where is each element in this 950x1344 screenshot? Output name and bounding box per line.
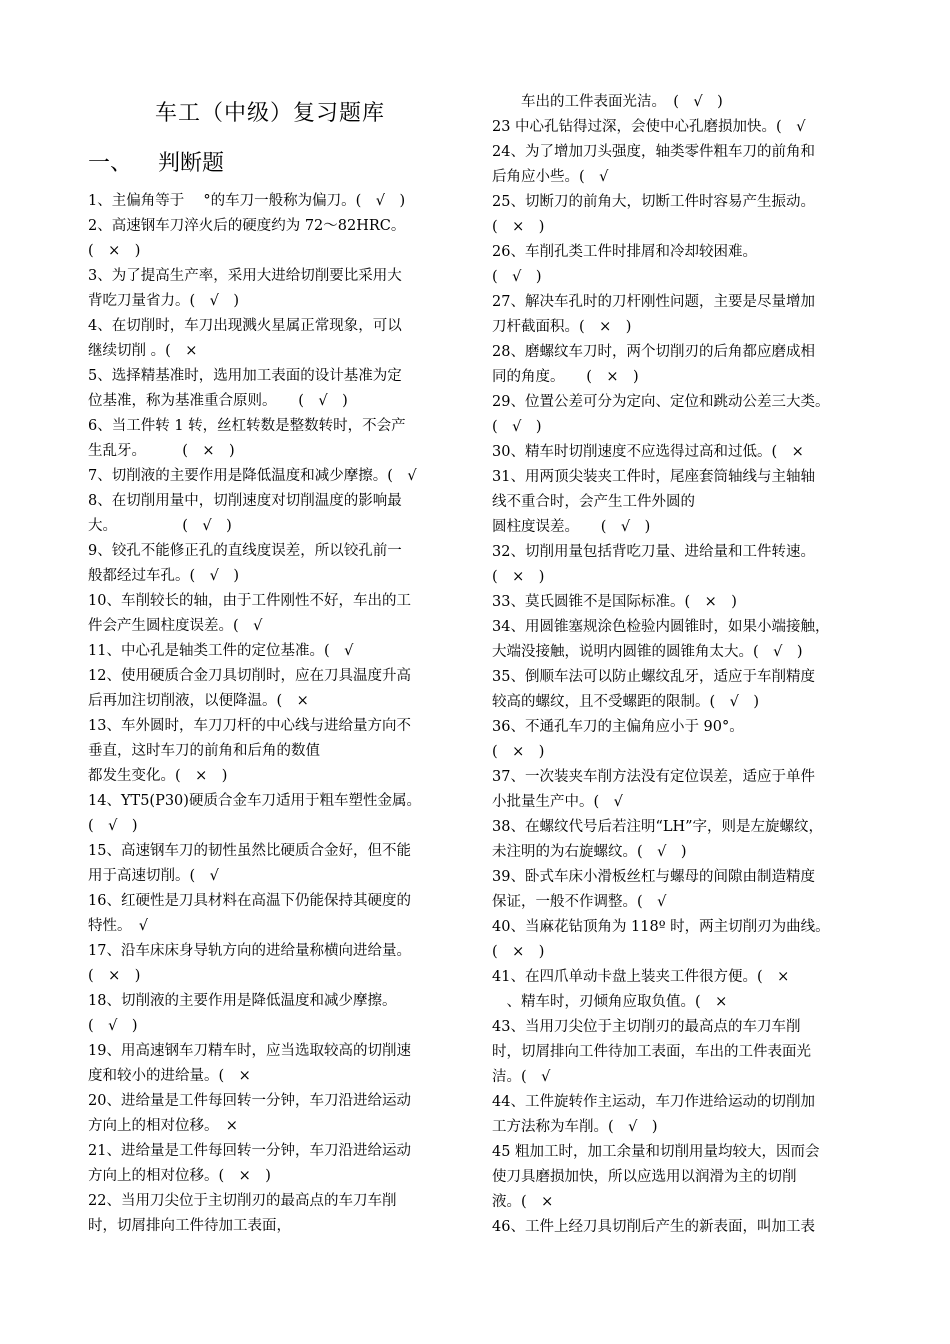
question-line: 14、YT5(P30)硬质合金车刀适用于粗车塑性金属。 (88, 793, 421, 809)
question-line: 33、莫氏圆锥不是国际标准。( × ) (492, 594, 737, 610)
question-line: 生乱牙。 ( × ) (88, 443, 235, 459)
question-line: 特性。 √ (88, 918, 148, 934)
question-line: 10、车削较长的轴，由于工件刚性不好，车出的工 (88, 593, 411, 609)
question-line: 43、当用刀尖位于主切削刃的最高点的车刀车削 (492, 1019, 801, 1035)
question-line: 方向上的相对位移。( × ) (88, 1168, 271, 1184)
question-line: 方向上的相对位移。 × (88, 1118, 238, 1134)
question-line: 12、使用硬质合金刀具切削时，应在刀具温度升高 (88, 668, 411, 684)
question-line: 16、红硬性是刀具材料在高温下仍能保持其硬度的 (88, 893, 411, 909)
question-line: 28、磨螺纹车刀时，两个切削刃的后角都应磨成相 (492, 344, 815, 360)
question-line: 保证，一般不作调整。( √ (492, 894, 667, 910)
question-line: 时，切屑排向工件待加工表面，车出的工件表面光 (492, 1044, 811, 1060)
question-line: 3、为了提高生产率，采用大进给切削要比采用大 (88, 268, 402, 284)
question-line: 22、当用刀尖位于主切削刃的最高点的车刀车削 (88, 1193, 397, 1209)
question-line: 19、用高速钢车刀精车时，应当选取较高的切削速 (88, 1043, 411, 1059)
question-line: 使刀具磨损加快，所以应选用以润滑为主的切削 (492, 1169, 797, 1185)
question-line: 35、倒顺车法可以防止螺纹乱牙，适应于车削精度 (492, 669, 815, 685)
question-line: 20、进给量是工件每回转一分钟，车刀沿进给运动 (88, 1093, 411, 1109)
question-line: 34、用圆锥塞规涂色检验内圆锥时，如果小端接触， (492, 619, 830, 635)
question-line: 32、切削用量包括背吃刀量、进给量和工件转速。 (492, 544, 815, 560)
question-line: 15、高速钢车刀的韧性虽然比硬质合金好，但不能 (88, 843, 411, 859)
question-line: ( √ ) (492, 419, 542, 435)
question-line: 29、位置公差可分为定向、定位和跳动公差三大类。 (492, 394, 830, 410)
question-line: ( √ ) (88, 1018, 138, 1034)
question-line: 液。( × (492, 1194, 554, 1210)
question-line: 洁。( √ (492, 1069, 551, 1085)
question-line: 垂直，这时车刀的前角和后角的数值 (88, 743, 320, 759)
question-line: 30、精车时切削速度不应选得过高和过低。( × (492, 444, 804, 460)
question-line: 23 中心孔钻得过深，会使中心孔磨损加快。( √ (492, 119, 806, 135)
question-line: 17、沿车床床身导轨方向的进给量称横向进给量。 (88, 943, 411, 959)
question-line: 位基准，称为基准重合原则。 ( √ ) (88, 393, 348, 409)
question-line: 时，切屑排向工件待加工表面， (88, 1218, 291, 1234)
question-line: 18、切削液的主要作用是降低温度和减少摩擦。 (88, 993, 397, 1009)
question-line: 1、主偏角等于 °的车刀一般称为偏刀。( √ ) (88, 193, 406, 209)
question-line: 31、用两顶尖装夹工件时，尾座套筒轴线与主轴轴 (492, 469, 815, 485)
question-line: 41、在四爪单动卡盘上装夹工件很方便。( × (492, 969, 790, 985)
question-line: 39、卧式车床小滑板丝杠与螺母的间隙由制造精度 (492, 869, 815, 885)
question-line: 刀杆截面积。( × ) (492, 319, 632, 335)
question-line: ( √ ) (88, 818, 138, 834)
question-line: 25、切断刀的前角大，切断工件时容易产生振动。 (492, 194, 815, 210)
question-line: 工方法称为车削。( √ ) (492, 1119, 658, 1135)
question-line: 般都经过车孔。( √ ) (88, 568, 240, 584)
question-line: ( × ) (492, 744, 545, 760)
section-label: 判断题 (158, 151, 225, 176)
question-line: 8、在切削用量中，切削速度对切削温度的影响最 (88, 493, 402, 509)
question-line: 件会产生圆柱度误差。( √ (88, 618, 263, 634)
question-line: 46、工件上经刀具切削后产生的新表面，叫加工表 (492, 1219, 815, 1235)
question-line: ( × ) (88, 968, 141, 984)
question-line: 45 粗加工时，加工余量和切削用量均较大，因而会 (492, 1144, 820, 1160)
question-line: 11、中心孔是轴类工件的定位基准。( √ (88, 643, 354, 659)
question-line: 大。 ( √ ) (88, 518, 232, 534)
question-line: 圆柱度误差。 ( √ ) (492, 519, 651, 535)
question-line: 都发生变化。( × ) (88, 768, 228, 784)
question-line: 用于高速切削。( √ (88, 868, 219, 884)
question-line: 26、车削孔类工件时排屑和冷却较困难。 (492, 244, 757, 260)
question-line: 未注明的为右旋螺纹。( √ ) (492, 844, 687, 860)
question-line: 后角应小些。( √ (492, 169, 609, 185)
question-line: 27、解决车孔时的刀杆刚性问题，主要是尽量增加 (492, 294, 815, 310)
section-heading (88, 146, 224, 177)
question-line: 38、在螺纹代号后若注明“LH”字，则是左旋螺纹， (492, 819, 824, 835)
question-line: 6、当工件转 1 转，丝杠转数是整数转时，不会产 (88, 418, 406, 434)
question-line: 44、工件旋转作主运动，车刀作进给运动的切削加 (492, 1094, 815, 1110)
question-line: 车出的工件表面光洁。 ( √ ) (492, 94, 723, 110)
page-title: 车工（中级）复习题库 (155, 101, 386, 126)
question-line: ( × ) (492, 219, 545, 235)
question-line: 21、进给量是工件每回转一分钟，车刀沿进给运动 (88, 1143, 411, 1159)
question-line: 同的角度。 ( × ) (492, 369, 639, 385)
question-line: ( × ) (492, 569, 545, 585)
question-line: 度和较小的进给量。( × (88, 1068, 251, 1084)
question-line: 37、一次装夹车削方法没有定位误差，适应于单件 (492, 769, 815, 785)
question-line: ( × ) (492, 944, 545, 960)
question-line: 13、车外圆时，车刀刀杆的中心线与进给量方向不 (88, 718, 411, 734)
question-line: 较高的螺纹，且不受螺距的限制。( √ ) (492, 694, 760, 710)
question-line: 40、当麻花钻顶角为 118º 时，两主切削刃为曲线。 (492, 919, 830, 935)
question-line: 大端没接触，说明内圆锥的圆锥角太大。( √ ) (492, 644, 803, 660)
question-line: 继续切削 。( × (88, 343, 198, 359)
question-line: 24、为了增加刀头强度，轴类零件粗车刀的前角和 (492, 144, 815, 160)
question-line: 背吃刀量省力。( √ ) (88, 293, 240, 309)
question-line: 小批量生产中。( √ (492, 794, 623, 810)
question-line: 5、选择精基准时，选用加工表面的设计基准为定 (88, 368, 402, 384)
question-line: 线不重合时，会产生工件外圆的 (492, 494, 695, 510)
question-line: 7、切削液的主要作用是降低温度和减少摩擦。( √ (88, 468, 417, 484)
question-line: 后再加注切削液，以便降温。( × (88, 693, 309, 709)
question-line: 4、在切削时，车刀出现溅火星属正常现象，可以 (88, 318, 402, 334)
section-number: 一、 (88, 151, 133, 176)
question-line: 、精车时，刃倾角应取负值。( × (492, 994, 728, 1010)
question-line: ( × ) (88, 243, 141, 259)
question-line: 2、高速钢车刀淬火后的硬度约为 72～82HRC。 (88, 218, 406, 234)
question-line: 36、不通孔车刀的主偏角应小于 90°。 (492, 719, 744, 735)
question-line: ( √ ) (492, 269, 542, 285)
question-line: 9、铰孔不能修正孔的直线度误差，所以铰孔前一 (88, 543, 402, 559)
